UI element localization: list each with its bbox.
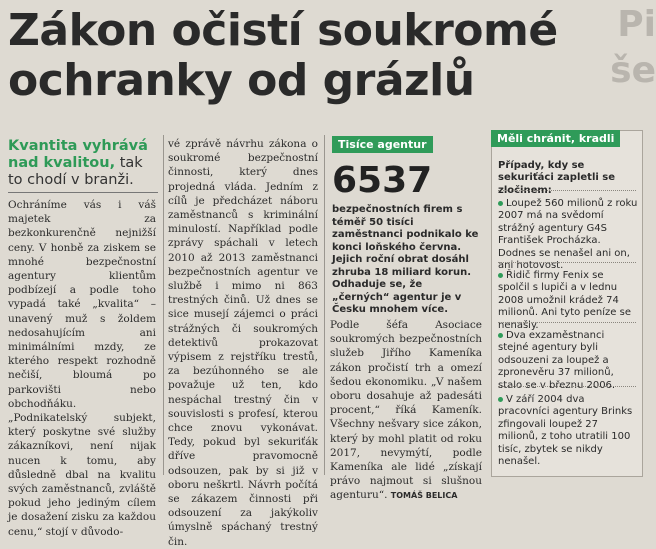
headline-line-1: Zákon očistí soukromé bbox=[8, 5, 558, 56]
panel-divider bbox=[498, 262, 636, 263]
lead-rest: tak to chodí v branži. bbox=[8, 155, 143, 188]
bullet-icon bbox=[498, 201, 503, 206]
panel-intro: Případy, kdy se sekuriťáci zapletli se zločinem: bbox=[498, 160, 616, 196]
headline-line-2: ochranky od grázlů bbox=[8, 55, 475, 106]
lead-paragraph bbox=[8, 138, 158, 189]
box-text: bezpečnostních firem s téměř 50 tisíci zaměstnanci podnikalo ke konci loňského června. Jejich roční obrat dosáhl zhruba 18 miliard korun. Odhaduje se, že „černých“ agentur je v Česku mnohem více. bbox=[332, 204, 479, 315]
adjacent-article-fragment: Pi še bbox=[610, 4, 656, 91]
list-item bbox=[498, 394, 638, 468]
list-item-text: Dva exzaměstnanci stejné agentury byli odsouzeni za loupež a zpronevěru 37 milionů, stalo se v březnu 2006. bbox=[498, 330, 616, 391]
column-3-text: Podle šéfa Asociace soukromých bezpečnostních služeb Jiřího Kameníka zákon pročistí trh a omezí šedou ekonomiku. „V našem oboru dosahuje až padesáti procent,“ říká Kameník. Všechny nešvary sice zákon, který by mohl platit od roku 2017, nevymýtí, podle Kameníka ale lidé „získají právo najmout si slušnou agenturu“. bbox=[330, 319, 482, 502]
panel-tab: Měli chránit, kradli bbox=[491, 130, 620, 147]
list-item-text: V září 2004 dva pracovníci agentury Brinks zfingovali loupež 27 milionů, z toho utratili 100 tisíc, zbytek se nikdy nenašel. bbox=[498, 394, 633, 468]
article-column-3 bbox=[330, 318, 482, 504]
column-divider bbox=[163, 135, 164, 475]
panel-divider bbox=[498, 190, 636, 191]
panel-divider bbox=[498, 322, 636, 323]
panel-divider bbox=[498, 386, 636, 387]
list-item bbox=[498, 330, 638, 392]
byline: TOMÁŠ BELICA bbox=[390, 491, 458, 501]
column-divider bbox=[324, 135, 325, 475]
article-column-2: vé zprávě návrhu zákona o soukromé bezpečnostní činnosti, který dnes projedná vláda. Jedním z cílů je předcházet náboru zaměstnanců s kriminální minulostí. Například podle zprávy spáchali v letech 2010 až 2013 zaměstnanci bezpečnostních agentur ve službě i mimo ni 863 trestných činů. Už dnes se sice musejí zájemci o práci strážných či soukromých detektivů prokazovat výpisem z rejstříku trestů, za bezúhonného se ale považuje už ten, kdo nespáchal trestný čin v souvislosti s profesí, kterou chce znovu vykonávat. Tedy, pokud byl sekuriťák dříve pravomocně odsouzen, pak by si již v oboru neškrtl. Návrh počítá se zákazem činnosti při odsouzení za jakýkoliv úmyslně spáchaný trestný čin. bbox=[168, 138, 318, 548]
lead-divider bbox=[8, 192, 158, 193]
bullet-icon bbox=[498, 333, 503, 338]
list-item-text: Loupež 560 milionů z roku 2007 má na svědomí strážný agentury G4S František Procházka. Dodnes se nenašel ani on, ani hotovost. bbox=[498, 198, 638, 272]
big-number: 6537 bbox=[332, 160, 433, 201]
bullet-icon bbox=[498, 397, 503, 402]
list-item-text: Řidič firmy Fenix se spolčil s lupiči a v lednu 2008 umožnil krádež 74 milionů. Ani tyto peníze se nenašly. bbox=[498, 270, 631, 331]
article-column-1: Ochráníme vás i váš majetek za bezkonkurenčně nejnižší ceny. V honbě za ziskem se mnohé bezpečnostní agentury klientům podbízejí a podle toho vypadá také „kvalita“ – unavený muž s žoldem nedosahujícím ani minimálními mzdy, ze kterého respekt rozhodně nečiší, bloumá po parkovišti nebo obchodňáku. „Podnikatelský subjekt, který poskytne své služby zákazníkovi, není nijak nucen k tomu, aby důsledně dbal na kvalitu svých zaměstnanců, zvláště pokud jeho jediným cílem je dosažení zisku za každou cenu,“ stojí v důvodo- bbox=[8, 199, 156, 538]
headline bbox=[8, 6, 568, 106]
lead-strong: Kvantita vyhrává nad kvalitou, bbox=[8, 138, 148, 171]
bullet-icon bbox=[498, 273, 503, 278]
box-tab: Tisíce agentur bbox=[332, 136, 433, 153]
